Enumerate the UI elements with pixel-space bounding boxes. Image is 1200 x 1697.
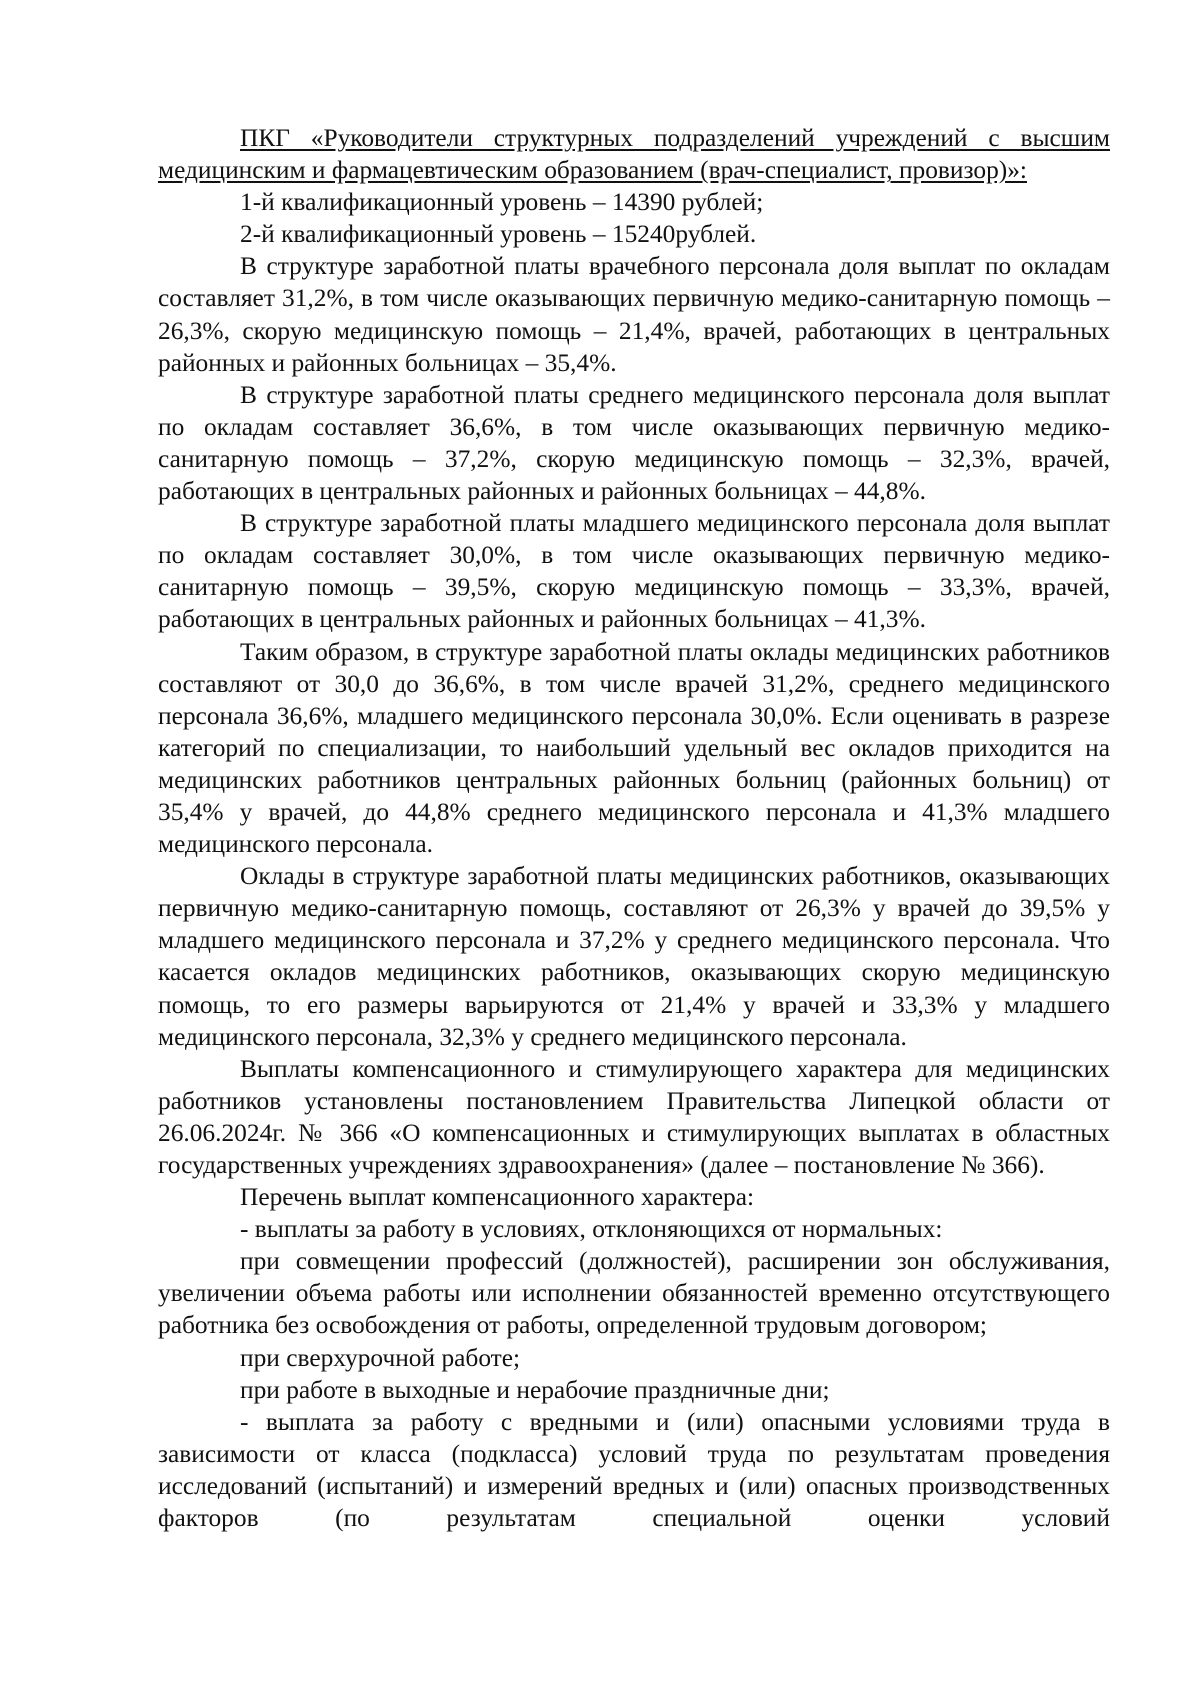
- paragraph-payments-regulation: Выплаты компенсационного и стимулирующего характера для медицинских работников установлены постановлением Правительства Липецкой области от 26.06.2024г. № 366 «О компенсационных и стимулирующих выплатах в областных государственных учреждениях здравоохранения» (далее – постановление № 366).: [158, 1054, 1110, 1179]
- document-page: [158, 122, 1110, 1534]
- compensation-list-title: Перечень выплат компенсационного характера:: [240, 1183, 755, 1212]
- qualification-level-2: 2-й квалификационный уровень – 15240рублей.: [240, 220, 757, 249]
- compensation-subitem-overtime: при сверхурочной работе;: [240, 1343, 521, 1372]
- paragraph-middle-staff-salary: В структуре заработной платы среднего медицинского персонала доля выплат по окладам составляет 36,6%, в том числе оказывающих первичную медико-санитарную помощь – 37,2%, скорую медицинскую помощь – 32,3%, врачей, работающих в центральных районных и районных больницах – 44,8%.: [158, 380, 1110, 506]
- paragraph-junior-staff-salary: В структуре заработной платы младшего медицинского персонала доля выплат по окладам составляет 30,0%, в том числе оказывающих первичную медико-санитарную помощь – 39,5%, скорую медицинскую помощь – 33,3%, врачей, работающих в центральных районных и районных больницах – 41,3%.: [158, 509, 1110, 634]
- compensation-list-item-hazardous: - выплата за работу с вредными и (или) опасными условиями труда в зависимости от класса (подкласса) условий труда по результатам проведения исследований (испытаний) и измерений вредных и (или) опасных производственных факторов (по результатам специальной оценки условий: [158, 1407, 1110, 1533]
- qualification-level-1: 1-й квалификационный уровень – 14390 рублей;: [240, 188, 764, 217]
- pkg-heading: [158, 122, 1110, 186]
- compensation-subitem-holidays: при работе в выходные и нерабочие праздничные дни;: [240, 1375, 830, 1404]
- paragraph-doctors-salary: В структуре заработной платы врачебного персонала доля выплат по окладам составляет 31,2%, в том числе оказывающих первичную медико-санитарную помощь – 26,3%, скорую медицинскую помощь – 21,4%, врачей, работающих в центральных районных и районных больницах – 35,4%.: [158, 252, 1110, 377]
- pkg-heading-text: ПКГ «Руководители структурных подразделений учреждений с высшим медицинским и фармацевтическим образованием (врач-специалист, провизор)»:: [158, 124, 1110, 185]
- paragraph-primary-care: Оклады в структуре заработной платы медицинских работников, оказывающих первичную медико-санитарную помощь, составляют от 26,3% у врачей до 39,5% у младшего медицинского персонала и 37,2% у среднего медицинского персонала. Что касается окладов медицинских работников, оказывающих скорую медицинскую помощь, то его размеры варьируются от 21,4% у врачей и 33,3% у младшего медицинского персонала, 32,3% у среднего медицинского персонала.: [158, 862, 1110, 1051]
- paragraph-summary: Таким образом, в структуре заработной платы оклады медицинских работников составляют от 30,0 до 36,6%, в том числе врачей 31,2%, среднего медицинского персонала 36,6%, младшего медицинского персонала 30,0%. Если оценивать в разрезе категорий по специализации, то наибольший удельный вес окладов приходится на медицинских работников центральных районных больниц (районных больниц) от 35,4% у врачей, до 44,8% среднего медицинского персонала и 41,3% младшего медицинского персонала.: [158, 637, 1110, 859]
- compensation-subitem-combination: при совмещении профессий (должностей), расширении зон обслуживания, увеличении объема работы или исполнении обязанностей временно отсутствующего работника без освобождения от работы, определенной трудовым договором;: [158, 1247, 1110, 1340]
- compensation-list-item-abnormal-conditions: - выплаты за работу в условиях, отклоняющихся от нормальных:: [240, 1215, 943, 1244]
